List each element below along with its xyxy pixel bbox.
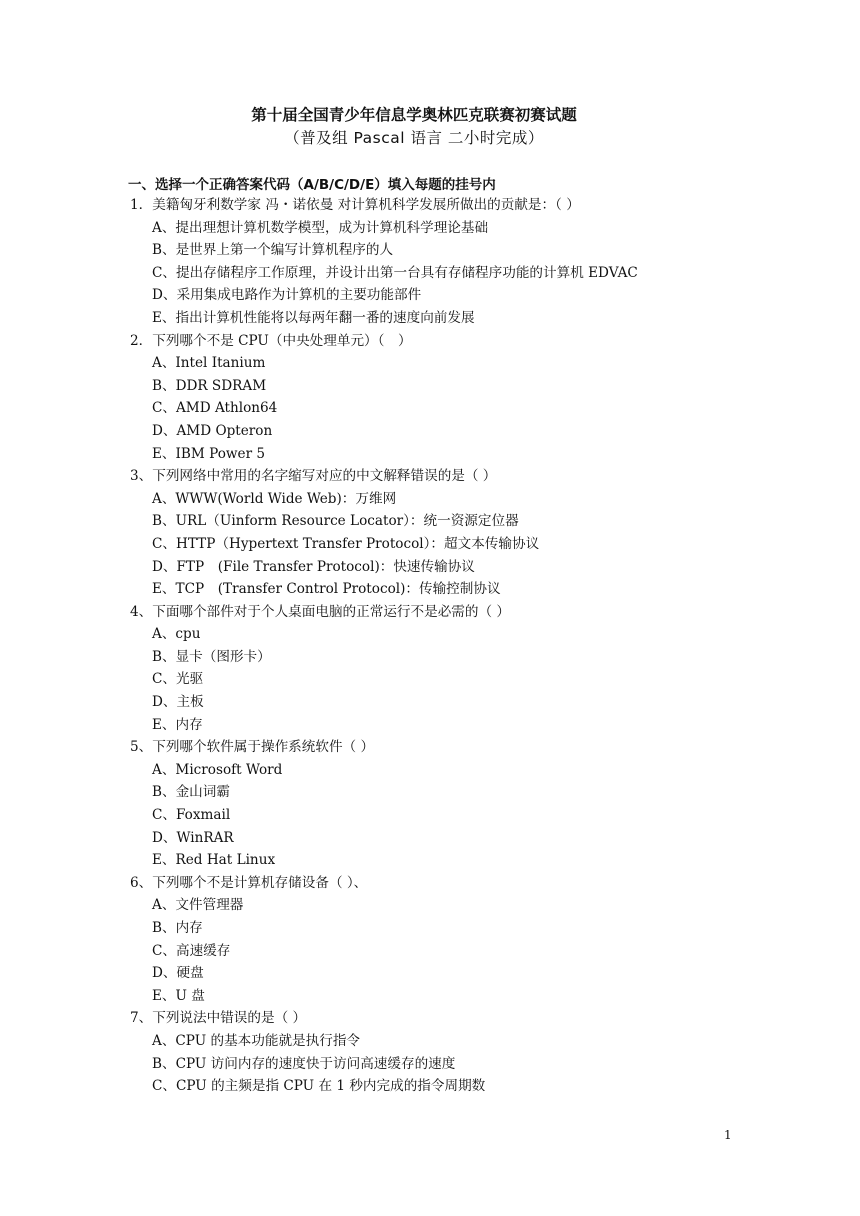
question-stem: 1．美籍匈牙利数学家 冯・诺依曼 对计算机科学发展所做出的贡献是：（ ） <box>130 197 580 213</box>
answer-option: C、高速缓存 <box>152 942 231 959</box>
answer-option: C、HTTP（Hypertext Transfer Protocol）：超文本传输协议 <box>152 535 540 552</box>
question-stem: 3、下列网络中常用的名字缩写对应的中文解释错误的是（ ） <box>130 468 497 485</box>
page-number: 1 <box>724 1128 732 1142</box>
page-title: 第十届全国青少年信息学奥林匹克联赛初赛试题 <box>251 106 577 124</box>
answer-option: B、显卡（图形卡） <box>152 648 271 665</box>
section-heading: 一、选择一个正确答案代码（A/B/C/D/E）填入每题的挂号内 <box>128 177 496 193</box>
answer-option: C、提出存储程序工作原理，并设计出第一台具有存储程序功能的计算机 EDVAC <box>152 264 638 281</box>
answer-option: B、是世界上第一个编写计算机程序的人 <box>152 242 394 259</box>
title-block <box>0 104 860 150</box>
answer-option: D、硬盘 <box>152 965 204 982</box>
answer-option: A、CPU 的基本功能就是执行指令 <box>152 1032 361 1049</box>
question-stem: 4、下面哪个部件对于个人桌面电脑的正常运行不是必需的（ ） <box>130 603 510 620</box>
question-stem: 7、下列说法中错误的是（ ） <box>130 1010 307 1027</box>
answer-option: E、Red Hat Linux <box>152 852 276 869</box>
answer-option: E、IBM Power 5 <box>152 445 266 462</box>
answer-option: B、DDR SDRAM <box>152 377 267 394</box>
answer-option: B、CPU 访问内存的速度快于访问高速缓存的速度 <box>152 1055 456 1072</box>
answer-option: A、Intel Itanium <box>152 355 266 372</box>
answer-option: C、光驱 <box>152 671 204 688</box>
question-stem: 2．下列哪个不是 CPU（中央处理单元）（ ） <box>130 332 412 349</box>
answer-option: B、内存 <box>152 920 203 936</box>
answer-option: A、WWW(World Wide Web)：万维网 <box>152 490 397 507</box>
answer-option: A、Microsoft Word <box>152 761 283 778</box>
answer-option: C、CPU 的主频是指 CPU 在 1 秒内完成的指令周期数 <box>152 1078 486 1095</box>
answer-option: D、采用集成电路作为计算机的主要功能部件 <box>152 287 422 304</box>
question-stem: 5、下列哪个软件属于操作系统软件（ ） <box>130 739 375 756</box>
answer-option: B、URL（Uinform Resource Locator）：统一资源定位器 <box>152 513 519 530</box>
answer-option: D、FTP (File Transfer Protocol)：快速传输协议 <box>152 558 475 575</box>
answer-option: E、U 盘 <box>152 987 205 1004</box>
page-subtitle: （普及组 Pascal 语言 二小时完成） <box>284 129 544 147</box>
answer-option: C、Foxmail <box>152 807 231 824</box>
answer-option: A、提出理想计算机数学模型，成为计算机科学理论基础 <box>152 219 489 236</box>
answer-option: E、TCP (Transfer Control Protocol)：传输控制协议 <box>152 581 501 598</box>
answer-option: B、金山词霸 <box>152 784 230 801</box>
answer-option: A、cpu <box>152 626 201 643</box>
answer-option: D、主板 <box>152 694 204 711</box>
answer-option: E、内存 <box>152 716 203 733</box>
answer-option: C、AMD Athlon64 <box>152 400 278 417</box>
answer-option: D、AMD Opteron <box>152 422 273 439</box>
answer-option: E、指出计算机性能将以每两年翻一番的速度向前发展 <box>152 309 475 326</box>
question-list <box>0 194 860 1098</box>
answer-option: D、WinRAR <box>152 829 234 846</box>
answer-option: A、文件管理器 <box>152 897 244 914</box>
question-stem: 6、下列哪个不是计算机存储设备（ ）、 <box>130 874 368 891</box>
